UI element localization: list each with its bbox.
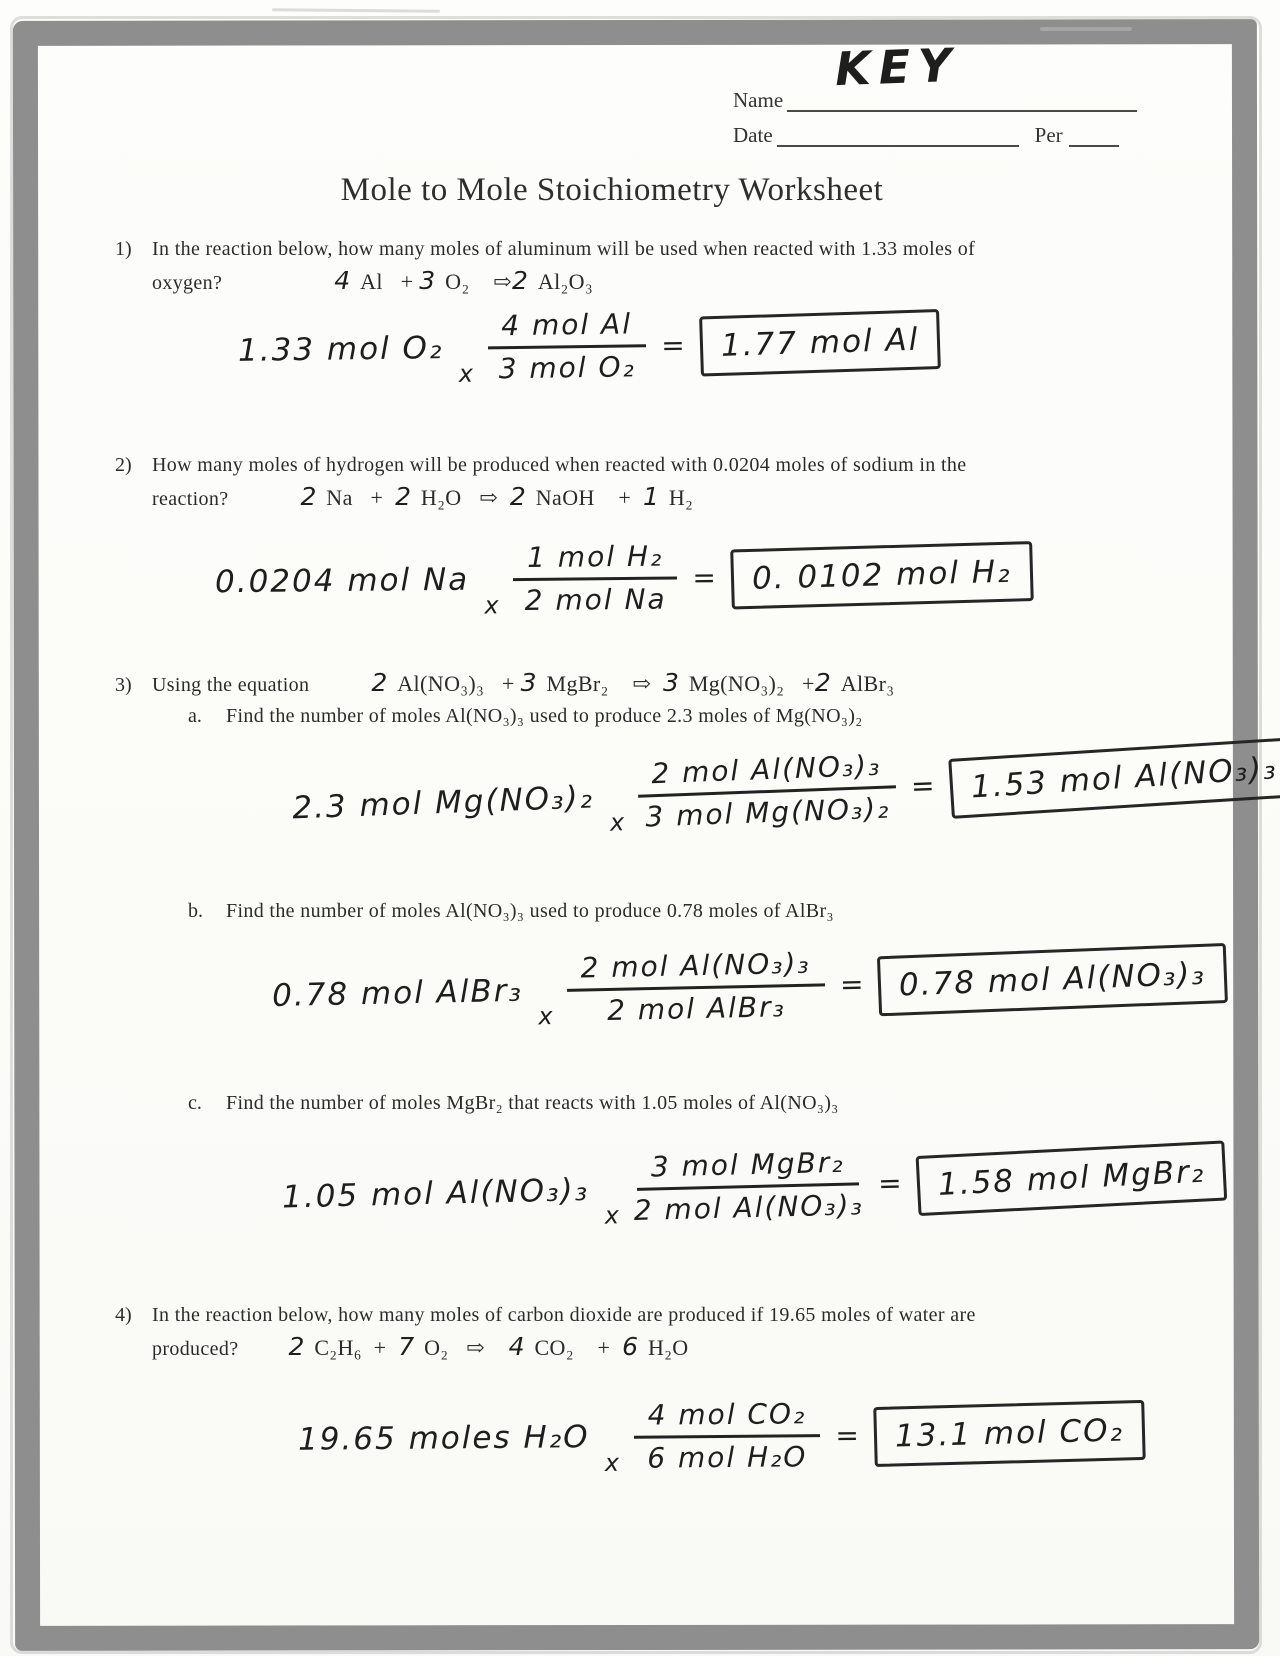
q1-numerator: 4 mol Al <box>487 307 646 349</box>
q3b-fraction <box>566 946 826 1027</box>
q4-answer-box: 13.1 mol CO₂ <box>873 1400 1145 1467</box>
q3a-answer-box: 1.53 mol Al(NO₃)₃ <box>948 737 1280 819</box>
q2-work <box>215 536 1033 621</box>
question-3a-text: Find the number of moles Al(NO₃)₃ used to produce 2.3 moles of Mg(NO₃)₂ <box>226 705 863 727</box>
q3a-given: 2.3 mol Mg(NO₃)₂ <box>291 779 595 827</box>
q1-times: x <box>458 359 474 388</box>
q3a-numerator: 2 mol Al(NO₃)₃ <box>637 748 896 797</box>
q1-answer-box: 1.77 mol Al <box>699 309 941 377</box>
question-1 <box>115 234 1175 299</box>
date-line <box>777 121 1019 147</box>
q3b-denominator: 2 mol AlBr₃ <box>606 990 787 1027</box>
date-label: Date <box>733 123 773 147</box>
name-line <box>787 37 1137 112</box>
question-2-number: 2) <box>115 454 132 476</box>
name-value-handwritten: KEY <box>834 37 961 97</box>
q1-fraction <box>487 307 647 385</box>
header <box>733 37 1137 156</box>
q4-equals: = <box>835 1418 860 1452</box>
q4-work <box>298 1394 1146 1477</box>
question-3-intro: Using the equation <box>152 674 310 696</box>
question-3b <box>188 896 1248 927</box>
per-line <box>1069 121 1119 147</box>
question-1-number: 1) <box>115 238 132 260</box>
scan-artifact <box>272 8 440 12</box>
question-4-text2: produced? <box>152 1338 239 1360</box>
q3b-answer-box: 0.78 mol Al(NO₃)₃ <box>877 943 1228 1016</box>
name-label: Name <box>733 88 784 112</box>
scan-artifact <box>1040 27 1132 31</box>
question-3b-text: Find the number of moles Al(NO₃)₃ used to produce 0.78 moles of AlBr₃ <box>226 900 834 922</box>
question-3a-label: a. <box>188 705 202 727</box>
q2-given: 0.0204 mol Na <box>214 561 470 601</box>
question-4 <box>115 1300 1175 1365</box>
q4-numerator: 4 mol CO₂ <box>633 1397 820 1439</box>
question-3c-label: c. <box>188 1092 202 1114</box>
question-1-equation: 4 Al + 3 O₂ ⇨2 Al₂O₃ <box>334 266 594 295</box>
question-3b-label: b. <box>188 900 203 922</box>
question-2-text2: reaction? <box>152 488 229 510</box>
q2-equals: = <box>692 560 717 594</box>
question-2 <box>115 450 1175 515</box>
q1-given: 1.33 mol O₂ <box>237 330 444 369</box>
q1-denominator: 3 mol O₂ <box>498 350 636 386</box>
q3a-fraction <box>637 748 898 833</box>
q3c-equals: = <box>877 1165 903 1200</box>
question-3-number: 3) <box>115 674 132 696</box>
q3b-equals: = <box>839 967 864 1001</box>
date-row <box>733 121 1137 147</box>
q3c-fraction <box>632 1145 864 1227</box>
q2-numerator: 1 mol H₂ <box>513 539 678 581</box>
per-label: Per <box>1034 123 1063 147</box>
q3c-answer-box: 1.58 mol MgBr₂ <box>915 1140 1227 1216</box>
q2-answer-box: 0. 0102 mol H₂ <box>730 541 1033 609</box>
q3c-given: 1.05 mol Al(NO₃)₃ <box>281 1172 590 1216</box>
question-1-text: In the reaction below, how many moles of aluminum will be used when reacted with 1.33 moles of <box>152 238 976 260</box>
q4-denominator: 6 mol H₂O <box>647 1440 808 1475</box>
question-1-text2: oxygen? <box>152 272 223 294</box>
question-3-equation: 2 Al(NO₃)₃ + 3 MgBr₂ ⇨ 3 Mg(NO₃)₂ +2 AlBr₃ <box>371 668 895 697</box>
question-4-number: 4) <box>115 1304 132 1326</box>
q3c-denominator: 2 mol Al(NO₃)₃ <box>633 1188 865 1227</box>
q3c-numerator: 3 mol MgBr₂ <box>636 1145 859 1190</box>
q3c-times: x <box>604 1201 620 1230</box>
question-3 <box>115 667 1175 732</box>
q2-denominator: 2 mol Na <box>524 582 667 618</box>
q4-given: 19.65 moles H₂O <box>297 1419 590 1458</box>
question-3c <box>188 1088 1248 1119</box>
question-2-equation: 2 Na + 2 H₂O ⇨ 2 NaOH + 1 H₂ <box>300 482 694 511</box>
question-2-text: How many moles of hydrogen will be produced when reacted with 0.0204 moles of sodium in the <box>152 454 967 476</box>
q3a-equals: = <box>910 768 936 803</box>
name-row <box>733 37 1137 112</box>
q3b-times: x <box>538 1002 553 1031</box>
q4-fraction <box>633 1397 820 1475</box>
q3b-given: 0.78 mol AlBr₃ <box>271 972 524 1015</box>
question-4-text: In the reaction below, how many moles of carbon dioxide are produced if 19.65 moles of water are <box>152 1304 976 1326</box>
question-3c-text: Find the number of moles MgBr₂ that reacts with 1.05 moles of Al(NO₃)₃ <box>226 1092 839 1114</box>
q1-equals: = <box>661 328 685 362</box>
question-4-equation: 2 C₂H₆ + 7 O₂ ⇨ 4 CO₂ + 6 H₂O <box>288 1332 689 1361</box>
q2-times: x <box>484 591 499 620</box>
q3a-times: x <box>609 808 625 837</box>
page-title: Mole to Mole Stoichiometry Worksheet <box>340 172 884 208</box>
q3b-numerator: 2 mol Al(NO₃)₃ <box>566 946 825 991</box>
q3a-denominator: 3 mol Mg(NO₃)₂ <box>644 791 891 834</box>
q4-times: x <box>604 1448 620 1478</box>
q1-work <box>238 303 941 389</box>
q2-fraction <box>513 539 678 617</box>
